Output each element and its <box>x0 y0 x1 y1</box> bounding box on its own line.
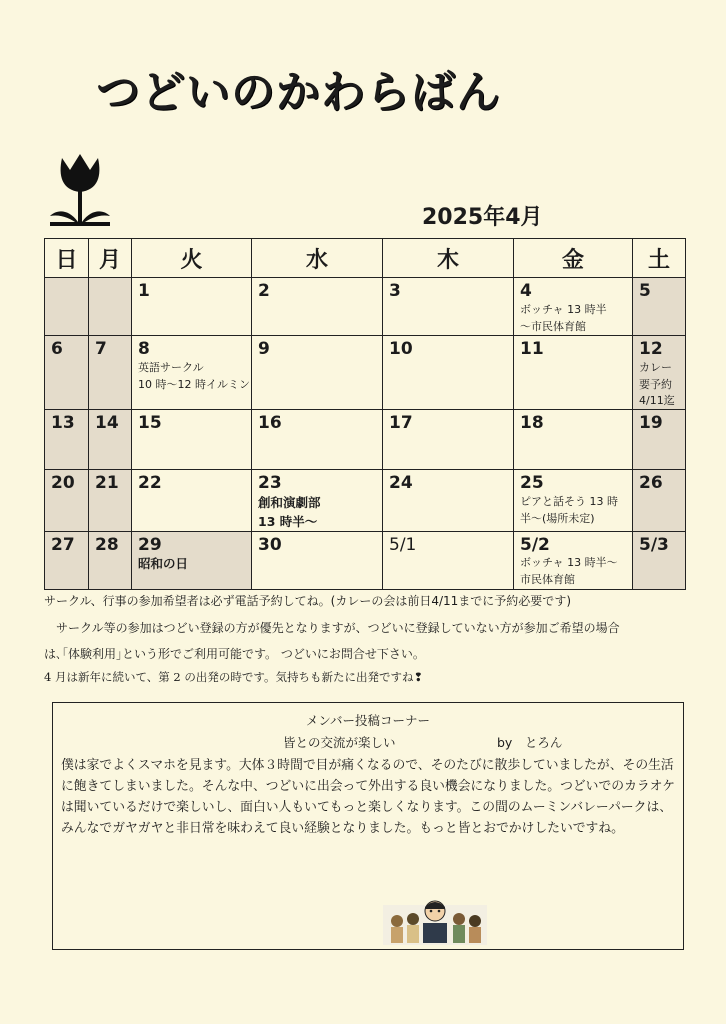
day-number: 12 <box>639 339 663 359</box>
day-number <box>89 278 131 282</box>
event-text: 創和演劇部 <box>258 494 321 510</box>
event-text: ピアと話そう 13 時 <box>520 494 618 508</box>
day-number: 9 <box>258 339 270 359</box>
calendar-day-cell <box>89 531 132 589</box>
post-byline: by とろん <box>497 735 563 750</box>
calendar-day-cell <box>383 278 514 336</box>
day-number: 7 <box>95 339 107 359</box>
calendar-day-cell <box>633 336 686 410</box>
event-text: 昭和の日 <box>138 556 189 572</box>
day-number: 18 <box>520 413 544 434</box>
calendar-day-cell <box>514 531 633 589</box>
day-number: 17 <box>389 413 413 434</box>
event-text: 市民体育館 <box>520 573 575 587</box>
day-number: 5/3 <box>639 534 669 555</box>
event-text: ～市民体育館 <box>520 319 586 333</box>
calendar-day-cell <box>514 336 633 410</box>
calendar-day-cell <box>252 531 383 589</box>
month-label: 2025年4月 <box>422 205 543 230</box>
calendar-day-cell <box>252 278 383 336</box>
calendar-day-cell <box>252 470 383 531</box>
day-number: 2 <box>258 281 270 301</box>
calendar-day-cell <box>45 278 89 336</box>
calendar-day-cell <box>383 410 514 470</box>
note-line: サークル等の参加はつどい登録の方が優先となりますが、つどいに登録していない方が参加ご希望の場合 <box>44 621 620 635</box>
calendar-day-cell <box>514 410 633 470</box>
calendar-day-cell <box>132 336 252 410</box>
calendar-day-cell <box>633 470 686 531</box>
calendar-day-cell <box>383 336 514 410</box>
calendar-day-cell <box>633 531 686 589</box>
day-number: 14 <box>95 413 119 434</box>
post-header <box>53 733 683 751</box>
day-number: 22 <box>138 473 162 494</box>
calendar-day-cell <box>252 336 383 410</box>
calendar-day-cell <box>383 531 514 589</box>
calendar-day-cell <box>89 336 132 410</box>
calendar-week-row <box>45 531 686 589</box>
weekday-header-row <box>45 239 686 278</box>
day-number <box>45 278 88 282</box>
event-text: カレー <box>639 360 672 374</box>
tulip-icon <box>48 150 112 230</box>
note-line: サークル、行事の参加希望者は必ず電話予約してね。(カレーの会は前日4/11までに予約必要です) <box>44 594 571 608</box>
day-number: 8 <box>138 339 150 359</box>
day-number: 26 <box>639 473 663 494</box>
member-corner-heading: メンバー投稿コーナー <box>305 713 431 728</box>
post-body: 僕は家でよくスマホを見ます。大体３時間で目が痛くなるので、そのたびに散歩していましたが、その生活に飽きてしまいました。そんな中、つどいに出会って外出する良い機会になりました。つどいでのカラオケは聞いているだけで楽しいし、面白い人もいてもっと楽しくなります。この間のムーミンバレーパークは、みんなでガヤガヤと非日常を味わえて良い経験となりました。もっと皆とおでかけしたいですね。 <box>61 758 675 836</box>
day-number: 15 <box>138 413 162 434</box>
calendar-day-cell <box>89 470 132 531</box>
newsletter-title: つどいのかわらばん <box>96 67 501 118</box>
calendar-week-row <box>45 470 686 531</box>
note-line: 4 月は新年に続いて、第 2 の出発の時です。気持ちも新たに出発ですね❢ <box>44 670 424 684</box>
day-number: 23 <box>258 473 282 494</box>
cheering-people-illustration <box>383 895 487 945</box>
post-title: 皆との交流が楽しい <box>283 735 396 750</box>
event-text: 13 時半～ <box>258 513 318 529</box>
day-number: 29 <box>138 534 162 555</box>
calendar-day-cell <box>514 278 633 336</box>
calendar-table <box>44 238 686 590</box>
weekday-wed: 水 <box>252 239 383 278</box>
day-number: 13 <box>51 413 75 434</box>
member-corner-box <box>52 702 684 950</box>
weekday-mon: 月 <box>89 239 132 278</box>
weekday-sun: 日 <box>45 239 89 278</box>
day-number: 25 <box>520 473 544 494</box>
event-text: ボッチャ 13 時半～ <box>520 556 618 570</box>
day-number: 3 <box>389 281 401 301</box>
day-number: 28 <box>95 534 119 555</box>
day-number: 10 <box>389 339 413 359</box>
calendar-day-cell <box>633 410 686 470</box>
calendar-day-cell <box>89 278 132 336</box>
calendar-day-cell <box>132 278 252 336</box>
calendar-day-cell <box>514 470 633 531</box>
day-number: 16 <box>258 413 282 434</box>
day-number: 21 <box>95 473 119 494</box>
event-text: 4/11迄 <box>639 394 675 408</box>
day-number: 1 <box>138 281 150 301</box>
calendar-day-cell <box>45 470 89 531</box>
event-text: ボッチャ 13 時半 <box>520 302 607 316</box>
weekday-sat: 土 <box>633 239 686 278</box>
day-number: 4 <box>520 281 532 301</box>
day-number: 30 <box>258 534 282 555</box>
weekday-fri: 金 <box>514 239 633 278</box>
day-number: 20 <box>51 473 75 494</box>
calendar-day-cell <box>132 410 252 470</box>
weekday-tue: 火 <box>132 239 252 278</box>
calendar-day-cell <box>633 278 686 336</box>
calendar-day-cell <box>132 531 252 589</box>
calendar-day-cell <box>383 470 514 531</box>
day-number: 6 <box>51 339 63 359</box>
calendar-day-cell <box>45 336 89 410</box>
calendar-week-row <box>45 336 686 410</box>
day-number: 5/2 <box>520 534 550 555</box>
event-text: 要予約 <box>639 377 672 391</box>
event-text: 英語サークル <box>138 360 204 374</box>
day-number: 5/1 <box>389 534 417 555</box>
calendar-day-cell <box>89 410 132 470</box>
event-text: 半～(場所未定) <box>520 511 595 525</box>
event-text: 10 時～12 時イルミン <box>138 377 250 391</box>
day-number: 5 <box>639 281 651 301</box>
calendar-week-row <box>45 278 686 336</box>
day-number: 24 <box>389 473 413 494</box>
calendar-day-cell <box>132 470 252 531</box>
day-number: 11 <box>520 339 544 359</box>
note-line: は､｢体験利用｣という形でご利用可能です。 つどいにお問合せ下さい。 <box>44 647 425 661</box>
calendar-day-cell <box>252 410 383 470</box>
calendar-week-row <box>45 410 686 470</box>
calendar-day-cell <box>45 531 89 589</box>
day-number: 19 <box>639 413 663 434</box>
day-number: 27 <box>51 534 75 555</box>
weekday-thu: 木 <box>383 239 514 278</box>
calendar-day-cell <box>45 410 89 470</box>
